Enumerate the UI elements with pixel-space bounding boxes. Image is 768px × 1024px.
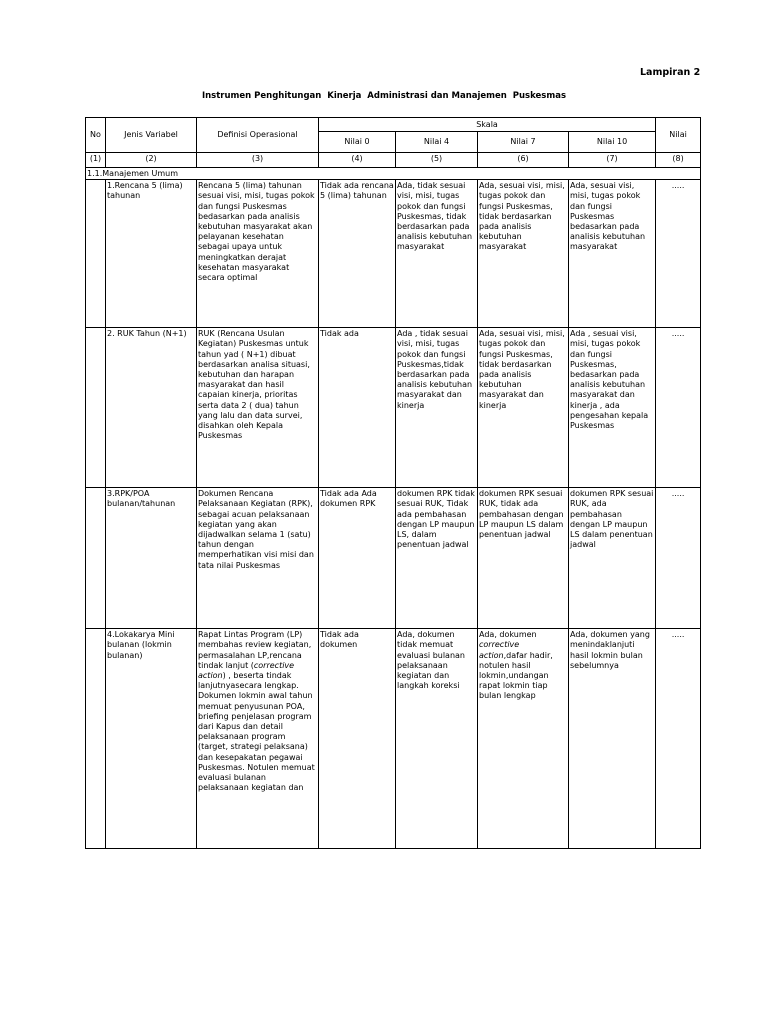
cell-nilai-10: dokumen RPK sesuai RUK, ada pembahasan dengan LP maupun LS dalam penentuan jadwal [569, 488, 656, 629]
cell-nilai-0: Tidak ada [319, 328, 396, 488]
section-row [86, 168, 701, 180]
column-number: (6) [478, 153, 569, 168]
cell-no [86, 180, 106, 328]
cell-jenis: 3.RPK/POA bulanan/tahunan [106, 488, 197, 629]
cell-no [86, 328, 106, 488]
cell-jenis: 2. RUK Tahun (N+1) [106, 328, 197, 488]
cell-nilai: ..... [656, 629, 701, 849]
cell-definisi: Dokumen Rencana Pelaksanaan Kegiatan (RPK), sebagai acuan pelaksanaan kegiatan yang akan dijadwalkan selama 1 (satu) tahun dengan memperhatikan visi misi dan tata nilai Puskesmas [197, 488, 319, 629]
header-nilai: Nilai [656, 118, 701, 153]
table-row [86, 180, 701, 328]
cell-nilai: ..... [656, 180, 701, 328]
cell-nilai-4: Ada, tidak sesuai visi, misi, tugas pokok dan fungsi Puskesmas, tidak berdasarkan pada analisis kebutuhan masyarakat [396, 180, 478, 328]
cell-jenis: 1.Rencana 5 (lima) tahunan [106, 180, 197, 328]
cell-nilai-7: Ada, sesuai visi, misi, tugas pokok dan fungsi Puskesmas, tidak berdasarkan pada analisis kebutuhan masyarakat [478, 180, 569, 328]
cell-nilai-7: dokumen RPK sesuai RUK, tidak ada pembahasan dengan LP maupun LS dalam penentuan jadwal [478, 488, 569, 629]
column-number: (3) [197, 153, 319, 168]
cell-nilai-4: Ada , tidak sesuai visi, misi, tugas pokok dan fungsi Puskesmas,tidak berdasarkan pada analisis kebutuhan masyarakat dan kinerja [396, 328, 478, 488]
nilai-7-text: ,dafar hadir, notulen hasil lokmin,undangan rapat lokmin tiap bulan lengkap [479, 650, 553, 701]
cell-definisi [197, 629, 319, 849]
cell-nilai-10: Ada, dokumen yang menindaklanjuti hasil lokmin bulan sebelumnya [569, 629, 656, 849]
cell-nilai-4: dokumen RPK tidak sesuai RUK, Tidak ada pembahasan dengan LP maupun LS, dalam penentuan jadwal [396, 488, 478, 629]
header-nilai-10: Nilai 10 [569, 132, 656, 153]
cell-no [86, 629, 106, 849]
header-skala: Skala [319, 118, 656, 132]
column-number: (2) [106, 153, 197, 168]
definisi-italic-text: corrective action [198, 660, 295, 681]
cell-nilai: ..... [656, 488, 701, 629]
lampiran-label: Lampiran 2 [640, 67, 701, 78]
cell-nilai-0: Tidak ada rencana 5 (lima) tahunan [319, 180, 396, 328]
column-number-row [86, 153, 701, 168]
kinerja-table [85, 117, 701, 849]
column-number: (7) [569, 153, 656, 168]
nilai-7-italic-text: corrective action [479, 640, 520, 660]
header-nilai-4: Nilai 4 [396, 132, 478, 153]
cell-nilai-7: Ada, sesuai visi, misi, tugas pokok dan fungsi Puskesmas, tidak berdasarkan pada analisis kebutuhan masyarakat dan kinerja [478, 328, 569, 488]
header-definisi-operasional: Definisi Operasional [197, 118, 319, 153]
table-row [86, 488, 701, 629]
nilai-7-text: Ada, dokumen [479, 630, 537, 640]
column-number: (8) [656, 153, 701, 168]
cell-nilai-0: Tidak ada Ada dokumen RPK [319, 488, 396, 629]
table-row [86, 629, 701, 849]
header-no: No [86, 118, 106, 153]
cell-no [86, 488, 106, 629]
section-title: 1.1.Manajemen Umum [86, 168, 701, 180]
cell-nilai-4: Ada, dokumen tidak memuat evaluasi bulanan pelaksanaan kegiatan dan langkah koreksi [396, 629, 478, 849]
cell-nilai-10: Ada, sesuai visi, misi, tugas pokok dan fungsi Puskesmas bedasarkan pada analisis kebutuhan masyarakat [569, 180, 656, 328]
column-number: (5) [396, 153, 478, 168]
cell-definisi: Rencana 5 (lima) tahunan sesuai visi, misi, tugas pokok dan fungsi Puskesmas bedasarkan pada analisis kebutuhan masyarakat akan pelayanan kesehatan sebagai upaya untuk meningkatkan derajat kesehatan masyarakat secara optimal [197, 180, 319, 328]
cell-nilai-7 [478, 629, 569, 849]
definisi-text: ) , beserta tindak lanjutnyasecara lengkap. Dokumen lokmin awal tahun memuat penyusunan POA, briefing penjelasan program dari Kapus dan detail pelaksanaan program (target, strategi pelaksana) dan kesepakatan pegawai Puskesmas. Notulen memuat evaluasi bulanan pelaksanaan kegiatan dan [198, 671, 315, 793]
header-nilai-0: Nilai 0 [319, 132, 396, 153]
column-number: (1) [86, 153, 106, 168]
column-number: (4) [319, 153, 396, 168]
definisi-text: Rapat Lintas Program (LP) membahas review kegiatan, permasalahan LP,rencana tindak lanjut ( [198, 630, 312, 670]
cell-definisi: RUK (Rencana Usulan Kegiatan) Puskesmas untuk tahun yad ( N+1) dibuat berdasarkan analisa situasi, kebutuhan dan harapan masyarakat dan hasil capaian kinerja, prioritas serta data 2 ( dua) tahun yang lalu dan data survei, disahkan oleh Kepala Puskesmas [197, 328, 319, 488]
table-row [86, 328, 701, 488]
document-title: Instrumen Penghitungan Kinerja Administrasi dan Manajemen Puskesmas [201, 91, 567, 101]
cell-nilai-10: Ada , sesuai visi, misi, tugas pokok dan fungsi Puskesmas, bedasarkan pada analisis kebutuhan masyarakat dan kinerja , ada pengesahan kepala Puskesmas [569, 328, 656, 488]
header-jenis-variabel: Jenis Variabel [106, 118, 197, 153]
cell-nilai-0: Tidak ada dokumen [319, 629, 396, 849]
header-nilai-7: Nilai 7 [478, 132, 569, 153]
cell-nilai: ..... [656, 328, 701, 488]
cell-jenis: 4.Lokakarya Mini bulanan (lokmin bulanan) [106, 629, 197, 849]
